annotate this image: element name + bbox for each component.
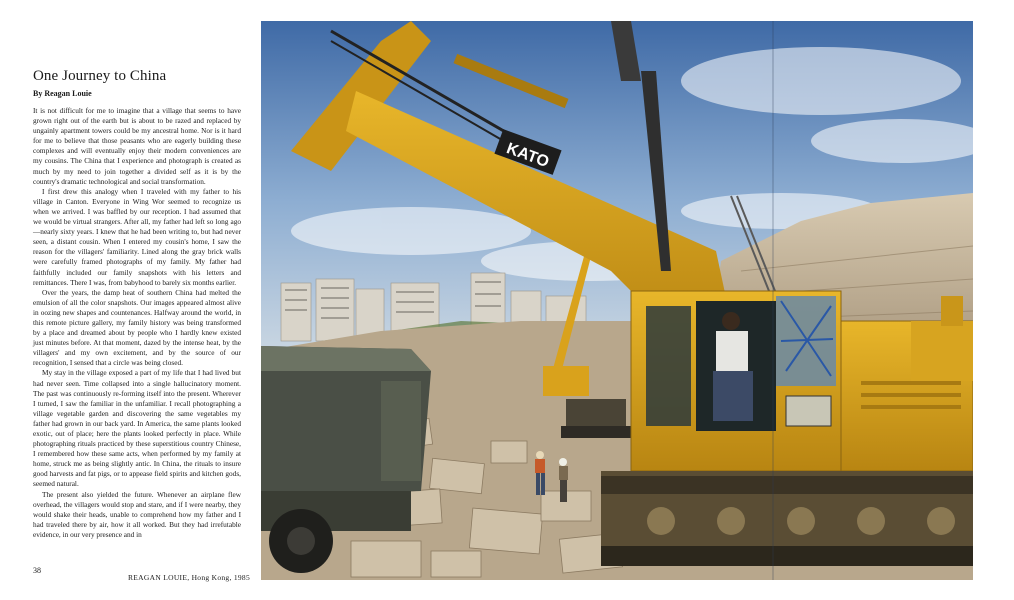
paragraph: It is not difficult for me to imagine that a village that seems to have grown right out of the earth but is about to be razed and replaced by ungainly apartment towers could be my ancestral home. Nor is it hard for me to believe that those peasants who are eagerly building these complexes and will eventually enjoy their modern conveniences are my cousins. The China that I experience and photograph is created as much by my need to join together a divided self as it is by the country's dramatic technological and social transformation. [33, 106, 241, 186]
excavator-photograph [261, 21, 973, 580]
excavator-tracks [601, 471, 973, 566]
paragraph: The present also yielded the future. Whenever an airplane flew overhead, the villagers would stop and stare, and if I were nearby, they would shake their heads, unable to comprehend how my father and I had traveled there by air, how it all worked. But they had irrefutable evidence, in our very presence and in [33, 489, 241, 539]
paragraph: Over the years, the damp heat of southern China had melted the emulsion of all the color snapshots. Our images appeared almost alive in oozing new shapes and countenances. Halfway around the world, in this remote picture gallery, my family history was being transformed by a place and dreamed about by people who I hardly knew existed just minutes before. At that moment, dazed by the intense heat, by the villagers' and my own excitement, and by the source of our recognition, I sensed that a circle was being closed. [33, 287, 241, 368]
article-column [33, 68, 241, 540]
excavator-brand-label: KATO [504, 140, 552, 172]
page-number: 38 [33, 566, 41, 575]
article-byline: By Reagan Louie [33, 89, 92, 98]
paragraph: My stay in the village exposed a part of my life that I had lived but had never seen. Time collapsed into a single hallucinatory moment. The past was continuously re-forming itself into the present. Wherever I turned, I saw the familiar in the unfamiliar. I recall photographing a village vegetable garden and discovering the same vegetables my father had grown in our back yard. In America, the same plants looked exotic, out of place; here the plants looked perfectly in place. While photographing rituals practiced by these superstitious country Chinese, I remembered how these same acts, when performed by my family at home, struck me as being slightly antic. In China, the rituals to insure good harvests and fat pigs, or to appease field spirits and kitchen gods, seemed natural. [33, 368, 241, 489]
article-body [33, 106, 241, 540]
paragraph: I first drew this analogy when I traveled with my father to his village in Canton. Everyone in Wing Wor seemed to recognize us when we arrived. I was baffled by our reception. I had assumed that we would be virtual strangers. After all, my father had left so long ago—nearly sixty years. I knew that he had been writing to, but had never seen, a distant cousin. When I entered my cousin's home, I saw the reason for the villagers' familiarity. Lined along the gray brick walls were carefully framed photographs of my family. My father had faithfully included our family snapshots with his letters and remittances. There I was, from babyhood to barely six months earlier. [33, 186, 241, 287]
photo-caption: REAGAN LOUIE, Hong Kong, 1985 [128, 573, 251, 582]
article-title: One Journey to China [33, 68, 167, 84]
